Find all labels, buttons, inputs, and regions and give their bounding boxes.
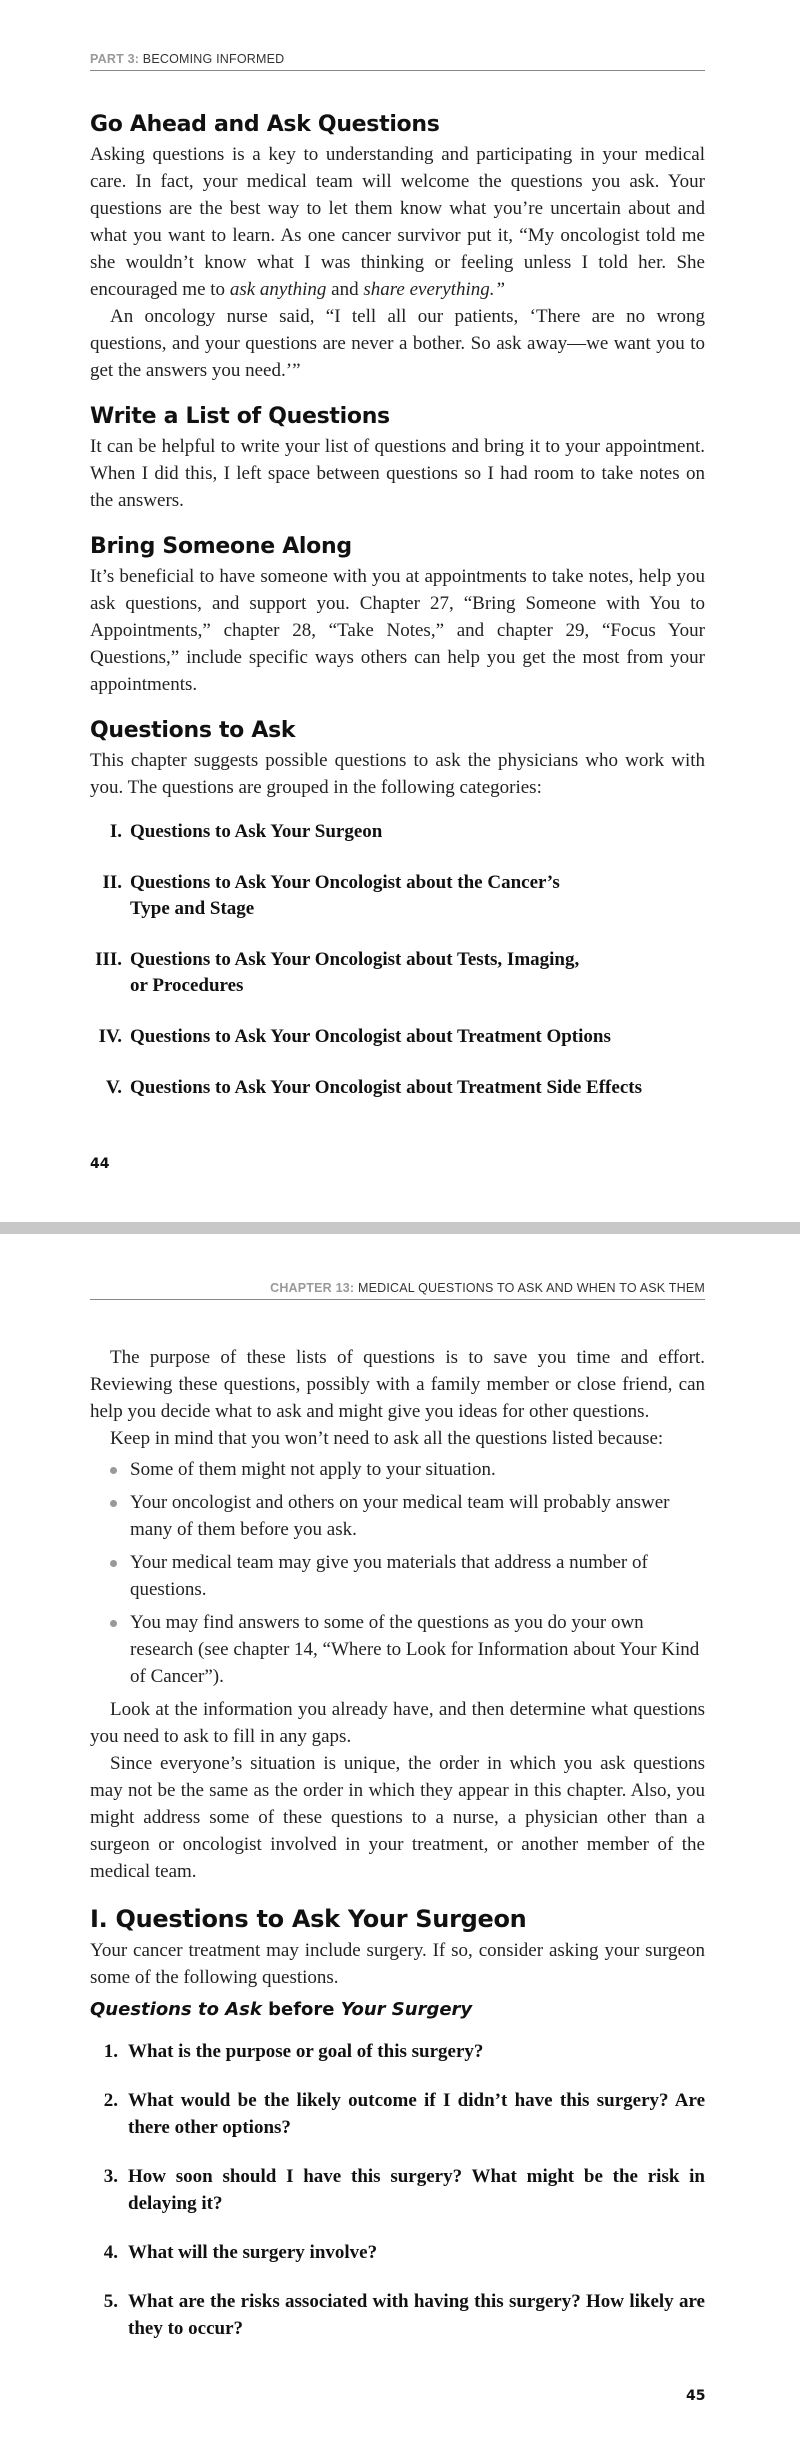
bullet-list bbox=[90, 1456, 705, 1690]
bullet-dot-icon bbox=[110, 1467, 117, 1474]
page-45 bbox=[0, 1234, 800, 2462]
paragraph bbox=[90, 141, 705, 303]
category-number: IV. bbox=[98, 1026, 122, 1047]
question-item bbox=[90, 2239, 705, 2266]
question-text: What are the risks associated with having this surgery? How likely are they to occur? bbox=[128, 2291, 705, 2339]
category-text: Questions to Ask Your Oncologist about Treatment Side Effects bbox=[130, 1077, 642, 1098]
text-run: Asking questions is a key to understanding and participating in your medical care. In fact, your medical team will welcome the questions you ask. Your questions are the best way to let them know what you’re uncertain about and what you want to learn. As one cancer survivor put it, “My oncologist told me she wouldn’t know what I was thinking or feeling unless I told her. She encouraged me to bbox=[90, 144, 705, 300]
text-run: and bbox=[326, 279, 364, 300]
page-number: 44 bbox=[90, 1156, 110, 1172]
running-head bbox=[90, 1281, 705, 1300]
question-number: 4. bbox=[103, 2242, 118, 2263]
paragraph: Your cancer treatment may include surgery. If so, consider asking your surgeon some of the following questions. bbox=[90, 1940, 705, 1988]
question-item bbox=[90, 2038, 705, 2065]
page-divider bbox=[0, 1222, 800, 1234]
page-45-content bbox=[90, 1344, 705, 2364]
paragraph: It can be helpful to write your list of questions and bring it to your appointment. When I did this, I left space between questions so I had room to take notes on the answers. bbox=[90, 436, 705, 511]
text-run: before bbox=[261, 1999, 341, 2020]
bullet-item bbox=[90, 1456, 705, 1483]
section-heading-write-list: Write a List of Questions bbox=[90, 404, 390, 429]
question-text: What is the purpose or goal of this surgery? bbox=[128, 2041, 484, 2062]
paragraph: Since everyone’s situation is unique, the order in which you ask questions may not be the same as the order in which they appear in this chapter. Also, you might address some of these questions to a nurse, a physician other than a surgeon or oncologist involved in your treatment, or another member of the medical team. bbox=[90, 1753, 705, 1882]
emphasis: share everything.” bbox=[363, 279, 506, 300]
category-item bbox=[90, 819, 705, 845]
category-number: I. bbox=[109, 821, 122, 842]
running-head bbox=[90, 52, 705, 71]
bullet-text: Your medical team may give you materials that address a number of questions. bbox=[130, 1552, 648, 1600]
paragraph: Look at the information you already have, and then determine what questions you need to ask to fill in any gaps. bbox=[90, 1699, 705, 1747]
question-text: What would be the likely outcome if I didn’t have this surgery? Are there other options? bbox=[128, 2090, 705, 2138]
question-text: How soon should I have this surgery? What might be the risk in delaying it? bbox=[128, 2166, 705, 2214]
question-item bbox=[90, 2288, 705, 2342]
section-heading-bring-someone: Bring Someone Along bbox=[90, 534, 352, 559]
bullet-dot-icon bbox=[110, 1560, 117, 1567]
category-text: Questions to Ask Your Oncologist about Tests, Imaging, or Procedures bbox=[130, 949, 580, 996]
bullet-dot-icon bbox=[110, 1620, 117, 1627]
section-heading-surgeon: I. Questions to Ask Your Surgeon bbox=[90, 1905, 527, 1933]
bullet-dot-icon bbox=[110, 1500, 117, 1507]
bullet-item bbox=[90, 1549, 705, 1603]
category-text: Questions to Ask Your Oncologist about Treatment Options bbox=[130, 1026, 611, 1047]
category-list bbox=[90, 819, 705, 1101]
subsection-heading bbox=[90, 1999, 705, 2020]
question-text: What will the surgery involve? bbox=[128, 2242, 378, 2263]
running-head-part: CHAPTER 13: bbox=[270, 1281, 355, 1295]
category-text: Questions to Ask Your Oncologist about the Cancer’s Type and Stage bbox=[130, 872, 560, 919]
text-run: Questions to Ask bbox=[90, 1999, 262, 2020]
paragraph: An oncology nurse said, “I tell all our patients, ‘There are no wrong questions, and your questions are never a bother. So ask away—we want you to get the answers you need.’” bbox=[90, 306, 705, 381]
spacer bbox=[90, 698, 705, 718]
page-number: 45 bbox=[686, 2388, 706, 2404]
category-number: III. bbox=[95, 949, 122, 970]
bullet-text: Some of them might not apply to your situation. bbox=[130, 1459, 496, 1480]
question-number: 5. bbox=[103, 2291, 118, 2312]
paragraph: It’s beneficial to have someone with you at appointments to take notes, help you ask questions, and support you. Chapter 27, “Bring Someone with You to Appointments,” chapter 28, “Take Notes,” and chapter 29, “Focus Your Questions,” include specific ways others can help you get the most from your appointments. bbox=[90, 566, 705, 695]
spacer bbox=[90, 514, 705, 534]
question-number: 3. bbox=[103, 2166, 118, 2187]
paragraph: Keep in mind that you won’t need to ask all the questions listed because: bbox=[110, 1428, 664, 1449]
section-heading-ask-questions: Go Ahead and Ask Questions bbox=[90, 112, 440, 137]
page-44 bbox=[0, 0, 800, 1222]
spacer bbox=[90, 1885, 705, 1905]
category-number: V. bbox=[105, 1077, 122, 1098]
category-text: Questions to Ask Your Surgeon bbox=[130, 821, 383, 842]
bullet-text: Your oncologist and others on your medical team will probably answer many of them before you ask. bbox=[130, 1492, 670, 1540]
emphasis: ask anything bbox=[229, 279, 327, 300]
question-number: 1. bbox=[103, 2041, 118, 2062]
running-head-title: BECOMING INFORMED bbox=[142, 52, 285, 66]
question-item bbox=[90, 2163, 705, 2217]
category-item bbox=[90, 1024, 705, 1050]
section-heading-questions-to-ask: Questions to Ask bbox=[90, 718, 296, 743]
bullet-text: You may find answers to some of the questions as you do your own research (see chapter 14, “Where to Look for Information about Your Kind of Cancer”). bbox=[130, 1612, 700, 1687]
bullet-item bbox=[90, 1609, 705, 1690]
paragraph: The purpose of these lists of questions is to save you time and effort. Reviewing these questions, possibly with a family member or close friend, can help you decide what to ask and might give you ideas for other questions. bbox=[90, 1347, 705, 1422]
running-head-title: MEDICAL QUESTIONS TO ASK AND WHEN TO ASK THEM bbox=[357, 1281, 705, 1295]
question-item bbox=[90, 2087, 705, 2141]
question-list bbox=[90, 2038, 705, 2342]
spacer bbox=[90, 384, 705, 404]
running-head-part: PART 3: bbox=[90, 52, 140, 66]
category-number: II. bbox=[102, 872, 122, 893]
page-44-content bbox=[90, 112, 705, 1126]
text-run: Your Surgery bbox=[340, 1999, 473, 2020]
bullet-item bbox=[90, 1489, 705, 1543]
category-item bbox=[90, 1075, 705, 1101]
paragraph: This chapter suggests possible questions to ask the physicians who work with you. The questions are grouped in the following categories: bbox=[90, 750, 705, 798]
category-item bbox=[90, 870, 705, 922]
question-number: 2. bbox=[103, 2090, 118, 2111]
category-item bbox=[90, 947, 705, 999]
